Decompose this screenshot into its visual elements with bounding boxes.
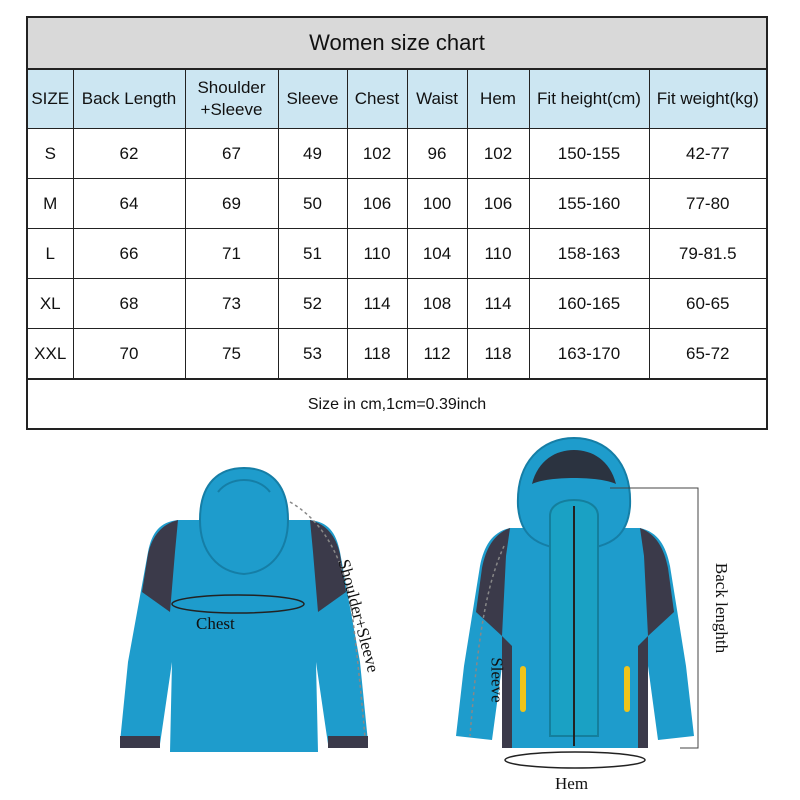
- unit-note: Size in cm,1cm=0.39inch: [28, 379, 766, 429]
- table-cell: 158-163: [529, 229, 649, 279]
- column-header: Chest: [347, 70, 407, 129]
- table-cell: 73: [185, 279, 278, 329]
- size-cell: XXL: [28, 329, 73, 379]
- table-cell: 49: [278, 129, 347, 179]
- table-cell: 114: [467, 279, 529, 329]
- jacket-front-view-image: [440, 436, 710, 756]
- table-row: [28, 129, 766, 179]
- table-cell: 100: [407, 179, 467, 229]
- column-header: Hem: [467, 70, 529, 129]
- table-cell: 118: [467, 329, 529, 379]
- header-row: [28, 70, 766, 129]
- table-cell: 106: [467, 179, 529, 229]
- size-cell: M: [28, 179, 73, 229]
- table-cell: 114: [347, 279, 407, 329]
- table-cell: 69: [185, 179, 278, 229]
- column-header: Waist: [407, 70, 467, 129]
- back-length-label: Back lenghth: [712, 562, 732, 654]
- size-cell: XL: [28, 279, 73, 329]
- table-cell: 62: [73, 129, 185, 179]
- size-cell: L: [28, 229, 73, 279]
- hem-ellipse: [500, 748, 650, 772]
- column-header: Fit height(cm): [529, 70, 649, 129]
- table-cell: 108: [407, 279, 467, 329]
- table-row: [28, 329, 766, 379]
- table-cell: 66: [73, 229, 185, 279]
- table-cell: 67: [185, 129, 278, 179]
- table-cell: 42-77: [649, 129, 766, 179]
- table-cell: 65-72: [649, 329, 766, 379]
- hem-label: Hem: [555, 774, 589, 793]
- table-cell: 71: [185, 229, 278, 279]
- table-cell: 52: [278, 279, 347, 329]
- table-cell: 104: [407, 229, 467, 279]
- size-table: [28, 70, 766, 379]
- size-chart-table: [26, 16, 768, 430]
- table-cell: 64: [73, 179, 185, 229]
- table-cell: 118: [347, 329, 407, 379]
- table-cell: 68: [73, 279, 185, 329]
- table-cell: 106: [347, 179, 407, 229]
- table-cell: 163-170: [529, 329, 649, 379]
- chest-label: Chest: [196, 614, 235, 633]
- table-cell: 96: [407, 129, 467, 179]
- table-cell: 51: [278, 229, 347, 279]
- table-row: [28, 279, 766, 329]
- size-cell: S: [28, 129, 73, 179]
- table-cell: 110: [467, 229, 529, 279]
- column-header: SIZE: [28, 70, 73, 129]
- sleeve-label: Sleeve: [487, 657, 507, 703]
- table-cell: 79-81.5: [649, 229, 766, 279]
- table-row: [28, 179, 766, 229]
- table-cell: 155-160: [529, 179, 649, 229]
- shoulder-sleeve-label: Shoulder+Sleeve: [334, 557, 383, 675]
- table-cell: 102: [347, 129, 407, 179]
- table-cell: 50: [278, 179, 347, 229]
- table-cell: 77-80: [649, 179, 766, 229]
- table-cell: 110: [347, 229, 407, 279]
- table-row: [28, 229, 766, 279]
- column-header: Back Length: [73, 70, 185, 129]
- table-cell: 150-155: [529, 129, 649, 179]
- table-cell: 160-165: [529, 279, 649, 329]
- table-cell: 53: [278, 329, 347, 379]
- column-header-text: Shoulder +Sleeve: [197, 78, 266, 119]
- table-cell: 75: [185, 329, 278, 379]
- table-cell: 70: [73, 329, 185, 379]
- chart-title: Women size chart: [28, 18, 766, 70]
- table-cell: 60-65: [649, 279, 766, 329]
- column-header: Fit weight(kg): [649, 70, 766, 129]
- table-cell: 102: [467, 129, 529, 179]
- column-header: Sleeve: [278, 70, 347, 129]
- table-cell: 112: [407, 329, 467, 379]
- column-header: [185, 70, 278, 129]
